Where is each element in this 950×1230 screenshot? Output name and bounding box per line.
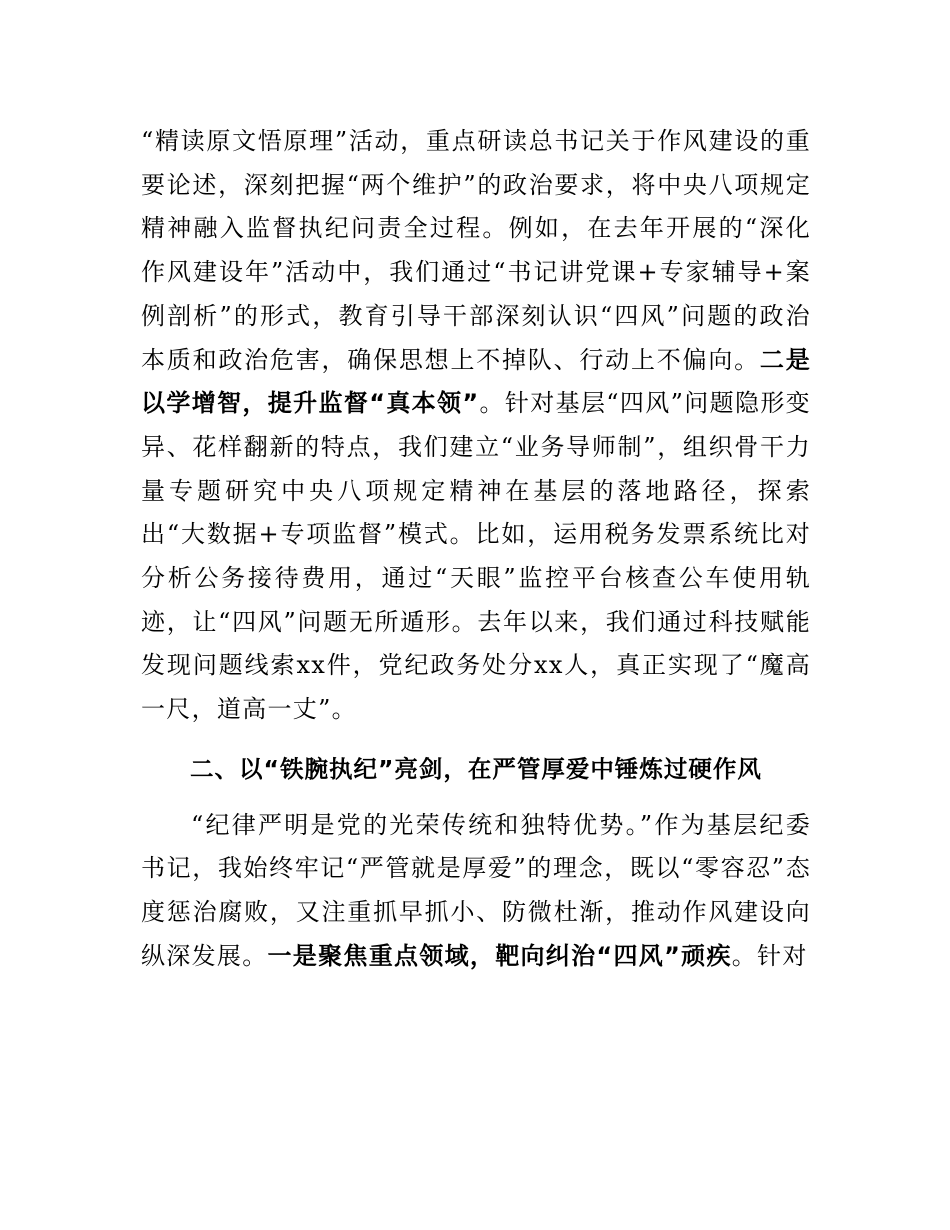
paragraph-text: “精读原文悟原理”活动，重点研读总书记关于作风建设的重要论述，深刻把握“两个维护”的政治要求，将中央八项规定精神融入监督执纪问责全过程。例如，在去年开展的“深化作风建设年”活动中，我们通过“书记讲党课+专家辅导+案例剖析”的形式，教育引导干部深刻认识“四风”问题的政治本质和政治危害，确保思想上不掉队、行动上不偏向。 xyxy=(141,127,811,374)
paragraph-text: 。针对 xyxy=(731,941,808,970)
document-page xyxy=(141,120,811,978)
bold-point-one: 一是聚焦重点领域，靶向纠治“四风”顽疾 xyxy=(267,941,732,970)
body-paragraph xyxy=(141,804,811,979)
paragraph-text: “纪律严明是党的光荣传统和独特优势。”作为基层纪委书记，我始终牢记“严管就是厚爱”的理念，既以“零容忍”态度惩治腐败，又注重抓早抓小、防微杜渐，推动作风建设向纵深发展。 xyxy=(141,810,811,970)
section-heading-two: 二、以“铁腕执纪”亮剑，在严管厚爱中锤炼过硬作风 xyxy=(190,754,762,783)
paragraph-text: 。针对基层“四风”问题隐形变异、花样翻新的特点，我们建立“业务导师制”，组织骨干力量专题研究中央八项规定精神在基层的落地路径，探索出“大数据+专项监督”模式。比如，运用税务发票系统比对分析公务接待费用，通过“天眼”监控平台核查公车使用轨迹，让“四风”问题无所遁形。去年以来，我们通过科技赋能发现问题线索xx件，党纪政务处分xx人，真正实现了“魔高一尺，道高一丈”。 xyxy=(141,389,811,724)
bold-point-two: 二是以学增智，提升监督“真本领” xyxy=(141,345,811,418)
body-paragraph-continued xyxy=(141,120,811,732)
